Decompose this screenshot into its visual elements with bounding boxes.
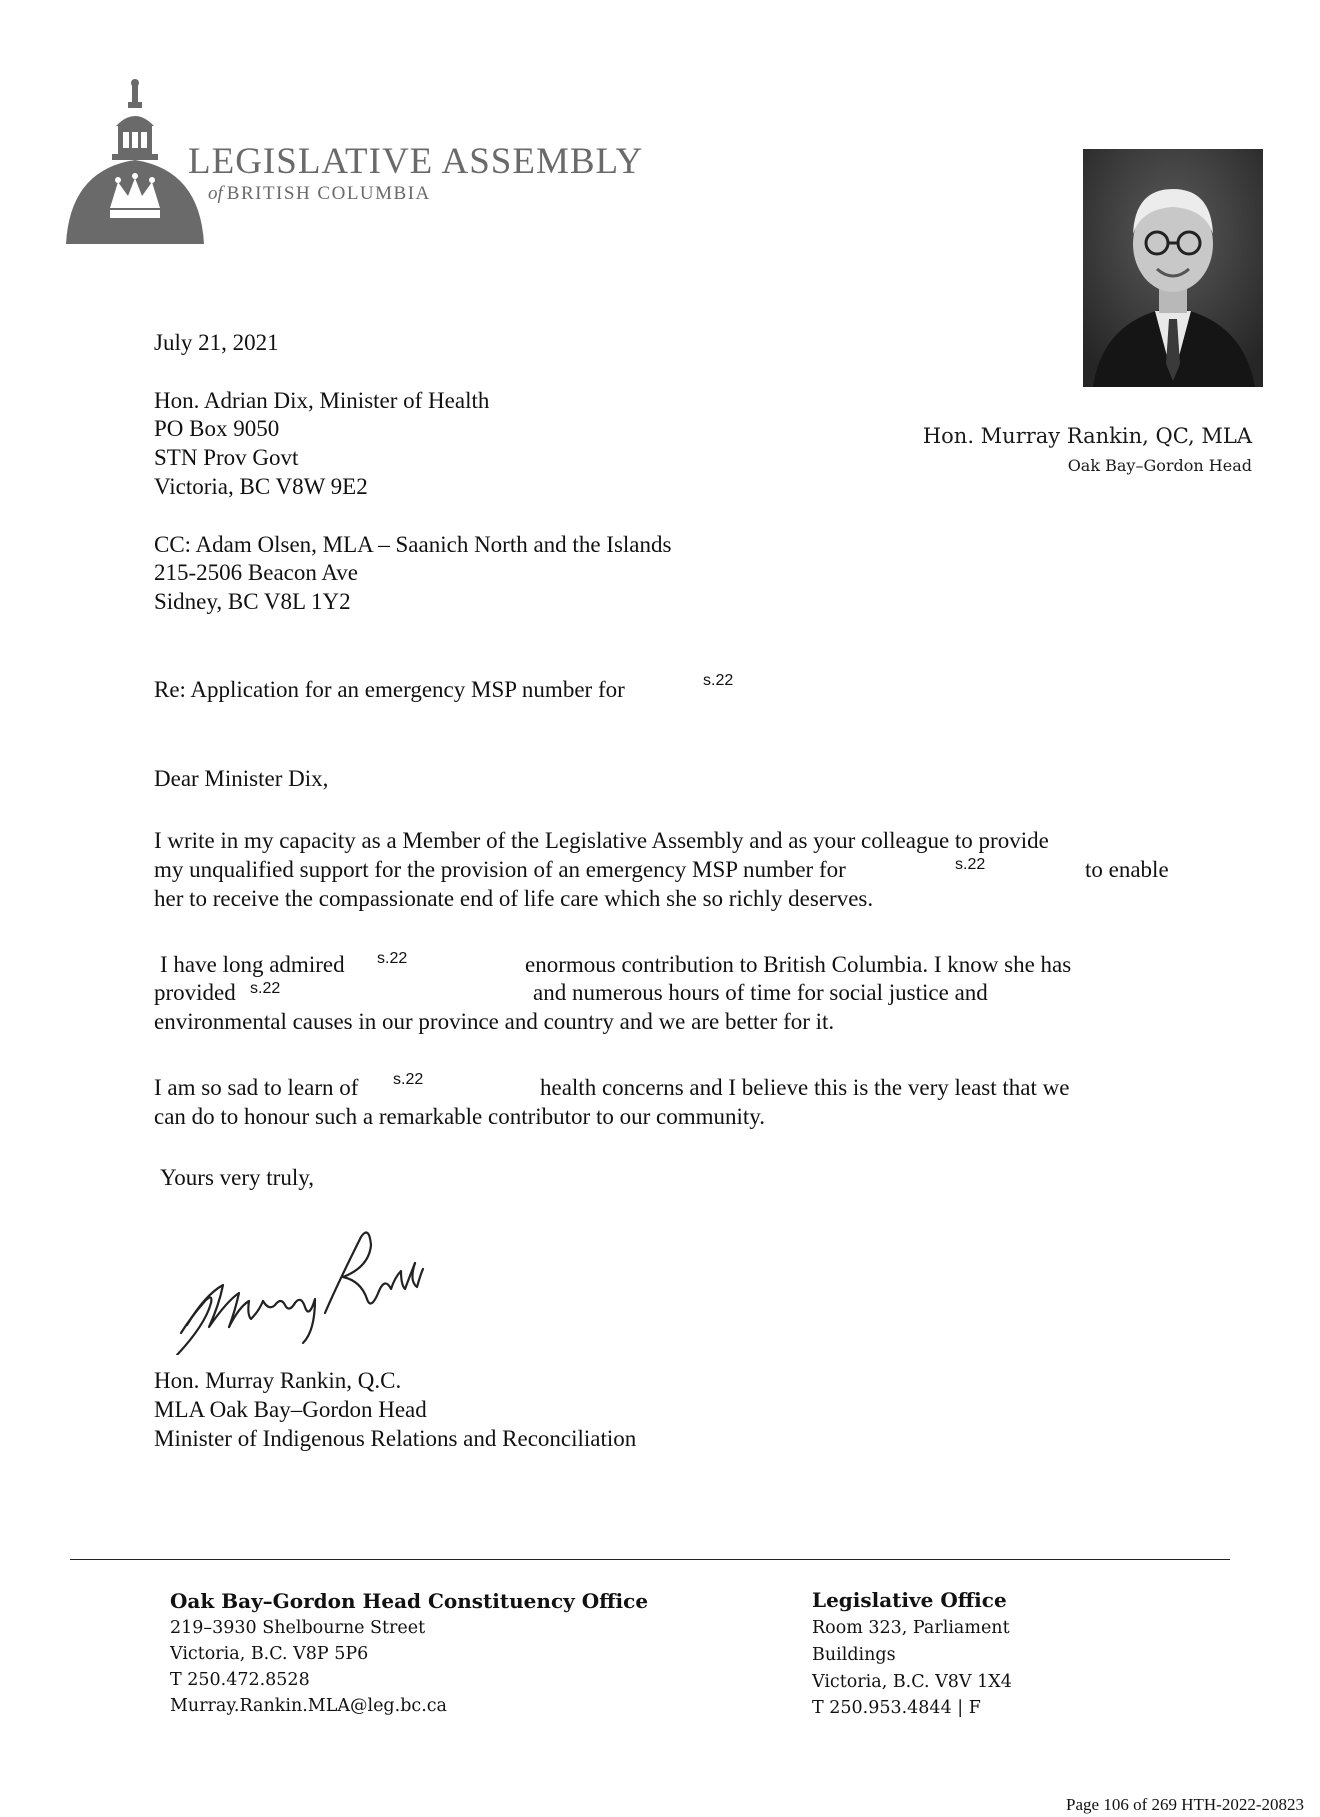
cc-line: Sidney, BC V8L 1Y2 [154, 589, 351, 614]
body-line: enormous contribution to British Columbia. I know she has [525, 952, 1072, 977]
legislative-office-line: Room 323, Parliament [812, 1618, 1010, 1638]
signoff-line: MLA Oak Bay–Gordon Head [154, 1397, 427, 1422]
subject-line: Re: Application for an emergency MSP number for [154, 677, 625, 702]
constituency-office-line: 219–3930 Shelbourne Street [170, 1618, 426, 1638]
signoff-line: Hon. Murray Rankin, Q.C. [154, 1368, 402, 1393]
letterhead-subtitle-text: BRITISH COLUMBIA [226, 183, 431, 204]
body-line: environmental causes in our province and country and we are better for it. [154, 1009, 835, 1034]
redaction-marker: s.22 [393, 1071, 424, 1088]
letterhead-subtitle-prefix: of [208, 183, 223, 204]
recipient-line: Victoria, BC V8W 9E2 [154, 474, 368, 499]
member-name: Hon. Murray Rankin, QC, MLA [922, 424, 1252, 448]
constituency-office-line: T 250.472.8528 [170, 1670, 310, 1690]
body-line: her to receive the compassionate end of life care which she so richly deserves. [154, 886, 874, 911]
cc-line: 215-2506 Beacon Ave [154, 560, 358, 585]
redaction-marker: s.22 [250, 980, 281, 997]
salutation: Dear Minister Dix, [154, 766, 329, 791]
legislative-office-line: T 250.953.4844 | F [812, 1698, 981, 1718]
redaction-marker: s.22 [377, 950, 408, 967]
closing: Yours very truly, [160, 1165, 314, 1190]
legislative-office-heading: Legislative Office [812, 1588, 1007, 1612]
body-line: I am so sad to learn of [154, 1075, 359, 1100]
letterhead-title: LEGISLATIVE ASSEMBLY [188, 141, 644, 182]
recipient-line: PO Box 9050 [154, 416, 280, 441]
signature-image [165, 1215, 425, 1355]
recipient-line: Hon. Adrian Dix, Minister of Health [154, 388, 490, 413]
redaction-marker: s.22 [703, 672, 734, 689]
redaction-marker: s.22 [955, 856, 986, 873]
member-riding: Oak Bay–Gordon Head [1067, 456, 1252, 475]
body-line: and numerous hours of time for social justice and [533, 980, 988, 1005]
constituency-office-email[interactable]: Murray.Rankin.MLA@leg.bc.ca [170, 1696, 447, 1716]
constituency-office-heading: Oak Bay–Gordon Head Constituency Office [170, 1589, 649, 1613]
body-line: health concerns and I believe this is the very least that we [540, 1075, 1070, 1100]
legislative-office-line: Victoria, B.C. V8V 1X4 [812, 1672, 1012, 1692]
portrait-photo [1083, 149, 1263, 387]
cc-line: CC: Adam Olsen, MLA – Saanich North and the Islands [154, 532, 672, 557]
body-line: provided [154, 980, 236, 1005]
page-number-footer: Page 106 of 269 HTH-2022-20823 [1066, 1795, 1304, 1814]
body-line: to enable [1085, 857, 1169, 882]
body-line: my unqualified support for the provision of an emergency MSP number for [154, 857, 846, 882]
legislative-office-line: Buildings [812, 1645, 896, 1665]
body-line: can do to honour such a remarkable contributor to our community. [154, 1104, 766, 1129]
recipient-line: STN Prov Govt [154, 445, 299, 470]
body-line: I write in my capacity as a Member of the Legislative Assembly and as your colleague to provide [154, 828, 1049, 853]
letter-date: July 21, 2021 [154, 330, 279, 355]
letterhead-subtitle [208, 183, 431, 205]
signoff-line: Minister of Indigenous Relations and Reconciliation [154, 1426, 637, 1451]
constituency-office-line: Victoria, B.C. V8P 5P6 [170, 1644, 369, 1664]
footer-divider [70, 1559, 1230, 1560]
body-line: I have long admired [160, 952, 345, 977]
